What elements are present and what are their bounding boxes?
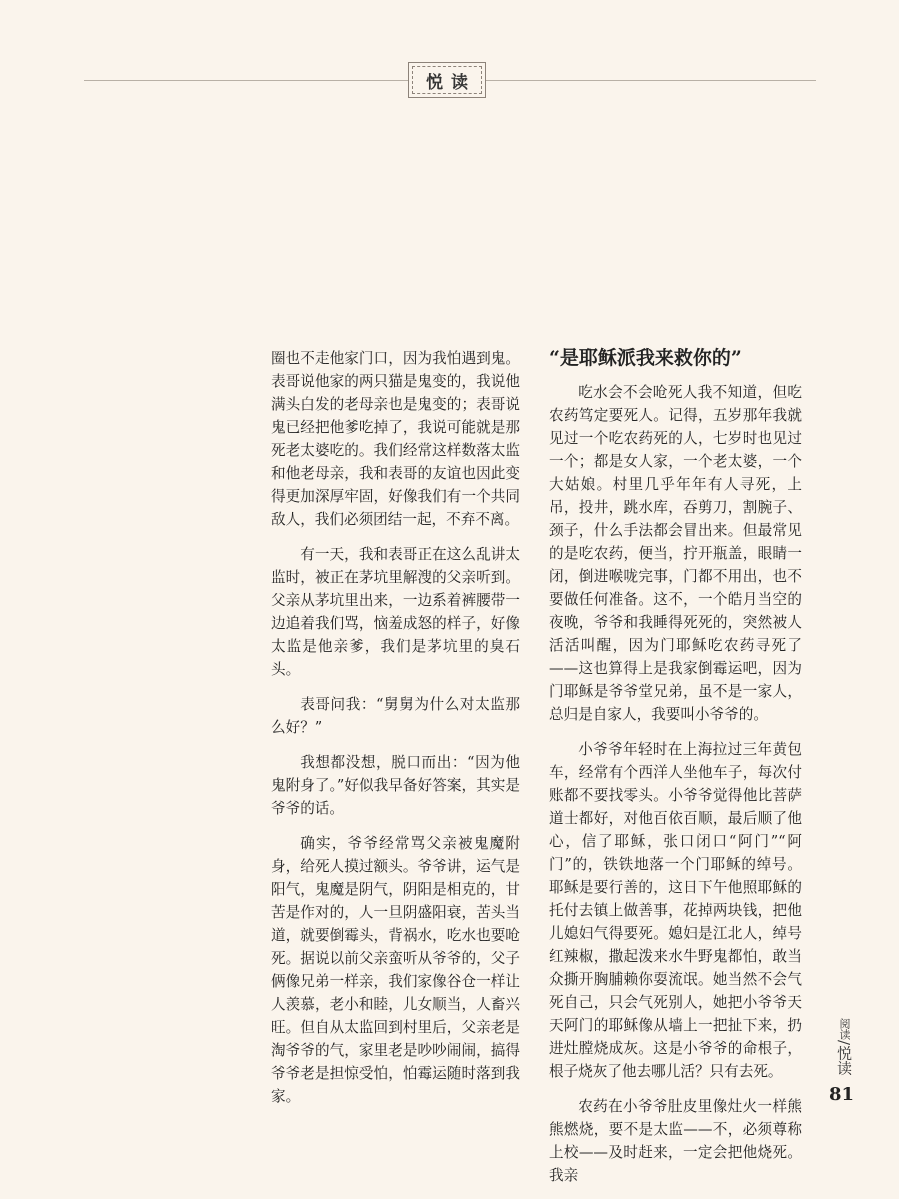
page-number: 81 [829,1084,855,1105]
right-text-column [549,345,802,1199]
paragraph: 农药在小爷爷肚皮里像灶火一样熊熊燃烧，要不是太监——不，必须尊称上校——及时赶来，一定会把他烧死。我亲 [549,1098,802,1184]
side-label-large: 悦读 [835,1045,853,1076]
paragraph: 圈也不走他家门口，因为我怕遇到鬼。表哥说他家的两只猫是鬼变的，我说他满头白发的老母亲也是鬼变的；表哥说鬼已经把他爹吃掉了，我说可能就是那死老太婆吃的。我们经常这样数落太监和他老母亲，我和表哥的友谊也因此变得更加深厚牢固，好像我们有一个共同敌人，我们必须团结一起，不弃不离。 [271,350,520,528]
section-title: “是耶稣派我来救你的” [549,347,742,369]
side-magazine-label: 阅读/悦读 [835,1018,853,1076]
paragraph: 确实，爷爷经常骂父亲被鬼魔附身，给死人摸过额头。爷爷讲，运气是阳气，鬼魔是阴气，阴阳是相克的，甘苦是作对的，人一旦阴盛阳衰，苦头当道，就要倒霉头，背祸水，吃水也要呛死。据说以前父亲蛮听从爷爷的，父子俩像兄弟一样亲，我们家像谷仓一样让人羡慕，老小和睦，儿女顺当，人畜兴旺。但自从太监回到村里后，父亲老是淘爷爷的气，家里老是吵吵闹闹，搞得爷爷老是担惊受怕，怕霉运随时落到我家。 [271,835,520,1105]
paragraph: 我想都没想，脱口而出：“因为他鬼附身了。”好似我早备好答案，其实是爷爷的话。 [271,754,520,817]
side-label-small: 阅读 [838,1018,851,1040]
paragraph: 吃水会不会呛死人我不知道，但吃农药笃定要死人。记得，五岁那年我就见过一个吃农药死的人，七岁时也见过一个；都是女人家，一个老太婆，一个大姑娘。村里几乎年年有人寻死，上吊，投井，跳水库，吞剪刀，割腕子、颈子，什么手法都会冒出来。但最常见的是吃农药，便当，拧开瓶盖，眼睛一闭，倒进喉咙完事，门都不用出，也不要做任何准备。这不，一个皓月当空的夜晚，爷爷和我睡得死死的，突然被人活活叫醒，因为门耶稣吃农药寻死了——这也算得上是我家倒霉运吧，因为门耶稣是爷爷堂兄弟，虽不是一家人，总归是自家人，我要叫小爷爷的。 [549,384,802,723]
paragraph: 表哥问我：“舅舅为什么对太监那么好？” [271,696,520,736]
paragraph: 有一天，我和表哥正在这么乱讲太监时，被正在茅坑里解溲的父亲听到。父亲从茅坑里出来，一边系着裤腰带一边追着我们骂，恼羞成怒的样子，好像太监是他亲爹，我们是茅坑里的臭石头。 [271,546,520,678]
section-header-title: 悦读 [426,72,476,93]
section-header-badge [408,62,486,98]
left-text-column [271,347,520,1120]
paragraph: 小爷爷年轻时在上海拉过三年黄包车，经常有个西洋人坐他车子，每次付账都不要找零头。小爷爷觉得他比菩萨道士都好，对他百依百顺，最后顺了他心，信了耶稣，张口闭口“阿门”“阿门”的，铁铁地落一个门耶稣的绰号。耶稣是要行善的，这日下午他照耶稣的托付去镇上做善事，花掉两块钱，把他儿媳妇气得要死。媳妇是江北人，绰号红辣椒，撒起泼来水牛野鬼都怕，敢当众撕开胸脯赖你耍流氓。她当然不会气死自己，只会气死别人，她把小爷爷天天阿门的耶稣像从墙上一把扯下来，扔进灶膛烧成灰。这是小爷爷的命根子，根子烧灰了他去哪儿活？只有去死。 [549,741,802,1080]
